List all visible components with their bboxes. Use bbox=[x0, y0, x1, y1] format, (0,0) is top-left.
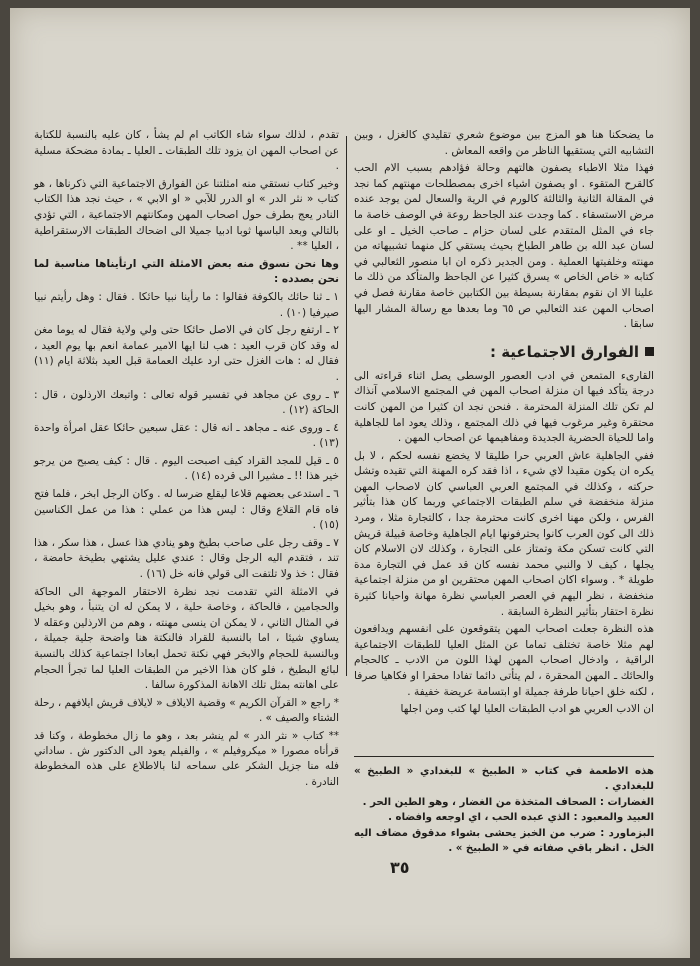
left-footnotes bbox=[34, 696, 339, 790]
paragraph: ففي الجاهلية عاش العربي حرا طليقا لا يخضع نفسه لحكم ، لا بل يكره ان يكون مقيدا لاي شيء ، اذا فقد كره المهنة التي تقيده وتشل حركته ، وكذلك في المجتمع العربي العباسي كان لاصحاب المهن منزلة منخفضة في سلم الطبقات الاجتماعي وربما كان هذا بتأثير الفرس ، ولكن مهنا اخرى كانت محترمة جدا ، كالتجارة مثلا ، ومرد ذلك الى كون العرب كانوا يحترفونها ايام الجاهلية وخاصة قبيلة قريش التي كانت تسكن مكة وتمتاز على التجارة ، وكذلك لان الاسلام كان يجلها ، كيف لا والنبي محمد نفسه كان قد عمل في التجارة مدة طويلة * . وسواء اكان اصحاب المهن محتقرين او من منزلة اجتماعية منخفضة ، نظر اليهم في العصر العباسي نظرة مهانة واحيانا كثيرة نظرة احتقار بتأثير النظرة السابقة . bbox=[354, 449, 654, 618]
anecdote: ٣ ـ روى عن مجاهد في تفسير قوله تعالى : واتبعك الارذلون ، قال : الحاكة (١٢) . bbox=[34, 388, 339, 417]
paragraph: ما يضحكنا هنا هو المزج بين موضوع شعري تقليدي كالغزل ، وبين التشابيه التي يستقيها الناظر من واقعه المعاش . bbox=[354, 129, 654, 157]
section-heading-text: الفوارق الاجتماعية : bbox=[489, 342, 639, 361]
anecdote: ٢ ـ ارتفع رجل كان في الاصل حائكا حتى ولي ولاية فقال له يوما مغن له وقد كان قرب العيد : هب لنا ايها الامير عمامة انعم بها يوم العيد ، فقال له : هات الغزل حتى ارد عليك العمامة قبل العيد بثلاثة ايام (١١) . bbox=[34, 324, 339, 383]
footnote: ** كتاب « نثر الدر » لم ينشر بعد ، وهو ما زال مخطوطة ، وكنا قد قرأناه مصورا « ميكروفيلم » ، والفيلم يعود الى الدكتور ش . ساداني فله منا جزيل الشكر على سماحه لنا بالاطلاع على هذه المخطوطة النادرة . bbox=[34, 729, 339, 788]
column-divider bbox=[346, 136, 347, 676]
left-column bbox=[34, 128, 339, 792]
paragraph: وخير كتاب نستقي منه امثلتنا عن الفوارق الاجتماعية التي ذكرناها ، هو كتاب « نثر الدر » او الدرر للآبي « او الابي » ، حيث نجد هذا الكتاب النادر يعج بطرف حول اصحاب المهن ومكانتهم الاجتماعية ، التي تؤدي بالتالي وبعد الباسها ثوبا ادبيا جميلا الى اضحاك الطبقات الارستقراطية ، العليا ** . bbox=[34, 177, 339, 253]
paragraph: فهذا مثلا الاطباء يصفون هالتهم وحالة فؤادهم بسبب الام الحب كالقرح المتقوء . او يصفون اشياء اخرى بمصطلحات مهنتهم كما نجد في المقالة الثانية والثالثة كالورم في الرية والسعال لمن يوجد عنده مرض الاستسقاء . كما وجدت عند الجاحظ روعة في الوصف خاصة ما جاء في المثل المتقدم على لسان حزام ـ صاحب الخيل ـ او على لسان عبد الله بن طاهر الطباخ بحيث يستقي كل منهما تشبيهاته من مهنته وخلفيتها العملية . ومن الجدير ذكره ان ابا منصور الثعالبي في كتابه « خاص الخاص » يسرق كثيرا عن الجاحظ والمتأكد من ذلك ما علينا الا ان نقوم بمقارنة بسيطة بين الكتابين خاصة مقارنة فصل في اصحاب المهن عند الثعالبي ص ٦٥ وما بعدها مع رسالة المشار اليها سابقا . bbox=[354, 162, 654, 331]
right-column bbox=[354, 128, 654, 720]
footnote: البزماورد : ضرب من الخبز يحشى بشواء مدقوق مضاف اليه الخل . انظر باقي صفاته في « الطبيخ » . bbox=[354, 827, 654, 855]
right-footnotes bbox=[354, 764, 654, 856]
footnote-divider bbox=[354, 756, 654, 757]
footnote: هذه الاطعمة في كتاب « الطبيخ » للبغدادي « الطبيخ » للبغدادي . bbox=[354, 766, 654, 793]
paragraph: القارىء المتمعن في ادب العصور الوسطى يصل اثناء قراءته الى درجة يتأكد فيها ان منزلة اصحاب المهن في المجتمع الاسلامي آنذاك لم تكن تلك المنزلة المحترمة . فنحن نجد ان كثيرا من المهن كانت محتقرة وغير مرغوب فيها في ذلك المجتمع ، وذلك يعود اما للجاهلية واما للحياة الحضرية الجديدة ومفاهيمها عن اصحاب المهن . bbox=[354, 369, 654, 445]
footnote: الغضارات : الصحاف المتخذة من الغضار ، وهو الطين الحر . bbox=[362, 796, 654, 808]
section-heading bbox=[354, 341, 654, 363]
page-number: ٣٥ bbox=[390, 858, 410, 877]
anecdote: ٧ ـ وقف رجل على صاحب بطيخ وهو ينادي هذا عسل ، هذا سكر ، هذا تند ، فتقدم اليه الرجل وقال : عندي عليل يشتهي بطيخة حامضة ، فقال : خذ ولا تلتفت الى قولي فانه خل (١٦) . bbox=[34, 536, 339, 581]
paragraph: ان الادب العربي هو ادب الطبقات العليا لها كتب ومن اجلها bbox=[400, 703, 654, 716]
footnote: * راجع « القرآن الكريم » وقضية الايلاف « لايلاف قريش ايلافهم ، رحلة الشتاء والصيف » . bbox=[34, 696, 339, 725]
magazine-page bbox=[10, 8, 690, 958]
footnote: العبيد والمعبود : الذي عبده الحب ، اي اوجعه وافضاه . bbox=[388, 812, 654, 824]
anecdote: ٥ ـ قيل للمجد القراد كيف اصبحت اليوم . قال : كيف يصبح من يرجو خير هذا !! ـ مشيرا الى قرده (١٤) . bbox=[34, 454, 339, 483]
paragraph: تقدم ، لذلك سواء شاء الكاتب ام لم يشأ ، كان عليه بالنسبة للكتابة عن اصحاب المهن ان يزود تلك الطبقات ـ العليا ـ بمادة مضحكة مسلية . bbox=[34, 129, 339, 173]
anecdote: ١ ـ ثنا حائك بالكوفة فقالوا : ما رأينا نبيا حائكا . فقال : وهل رأيتم نبيا صيرفيا (١٠) . bbox=[34, 290, 339, 319]
anecdote: ٤ ـ وروى عنه ـ مجاهد ـ انه قال : عقل سبعين حائكا عقل امرأة واحدة (١٣) . bbox=[34, 421, 339, 450]
paragraph: في الامثلة التي تقدمت نجد نظرة الاحتقار الموجهة الى الحاكة والحجامين ، فالحاكة ، وخاصة حلية ، لا يمكن له ان يتنبأ ، وهو بخيل في المثال الثاني ، لا يمكن ان ينسى مهنته ، وهم من الارذلين وعقله لا يساوي شيئا ، اما بالنسبة للقراد فالنكتة هنا واضحة جلية جميلة ، وبالنسبة للحجام والابخر فهي نكتة تحمل ابعادا اجتماعية كذلك بالنسبة لبائع البطيخ ، فلو كان هذا الاخير من الطبقات العليا لما تجرأ الحجام على اهانته بمثل تلك الاهانة المذكورة سالفا . bbox=[34, 585, 339, 692]
anecdote: ٦ ـ استدعى بعضهم قلاعا ليقلع ضرسا له . وكان الرجل ابخر ، فلما فتح فاه قام القلاع وقال : ليس هذا من عملي : هذا من عمل الكناسين (١٥) . bbox=[34, 488, 339, 532]
paragraph: وها نحن نسوق منه بعض الامثلة التي ارتأيناها مناسبة لما نحن بصدده : bbox=[34, 257, 339, 286]
square-bullet-icon bbox=[645, 347, 654, 356]
paragraph: هذه النظرة جعلت اصحاب المهن يتقوقعون على انفسهم ويدافعون لهم مثلا خاصة تختلف تماما عن المثل العليا للطبقات الاجتماعية الراقية ، وادخال اصحاب المهن لهذا اللون من الادب ـ كالحجام والحائك ـ المهن المحقرة ، لم يتأتى دائما تفادا محقرا او فكاهيا صرفا ، لكنه خلق احيانا طرفة جميلة او ابتسامة عريضة خفيفة . bbox=[354, 623, 654, 698]
